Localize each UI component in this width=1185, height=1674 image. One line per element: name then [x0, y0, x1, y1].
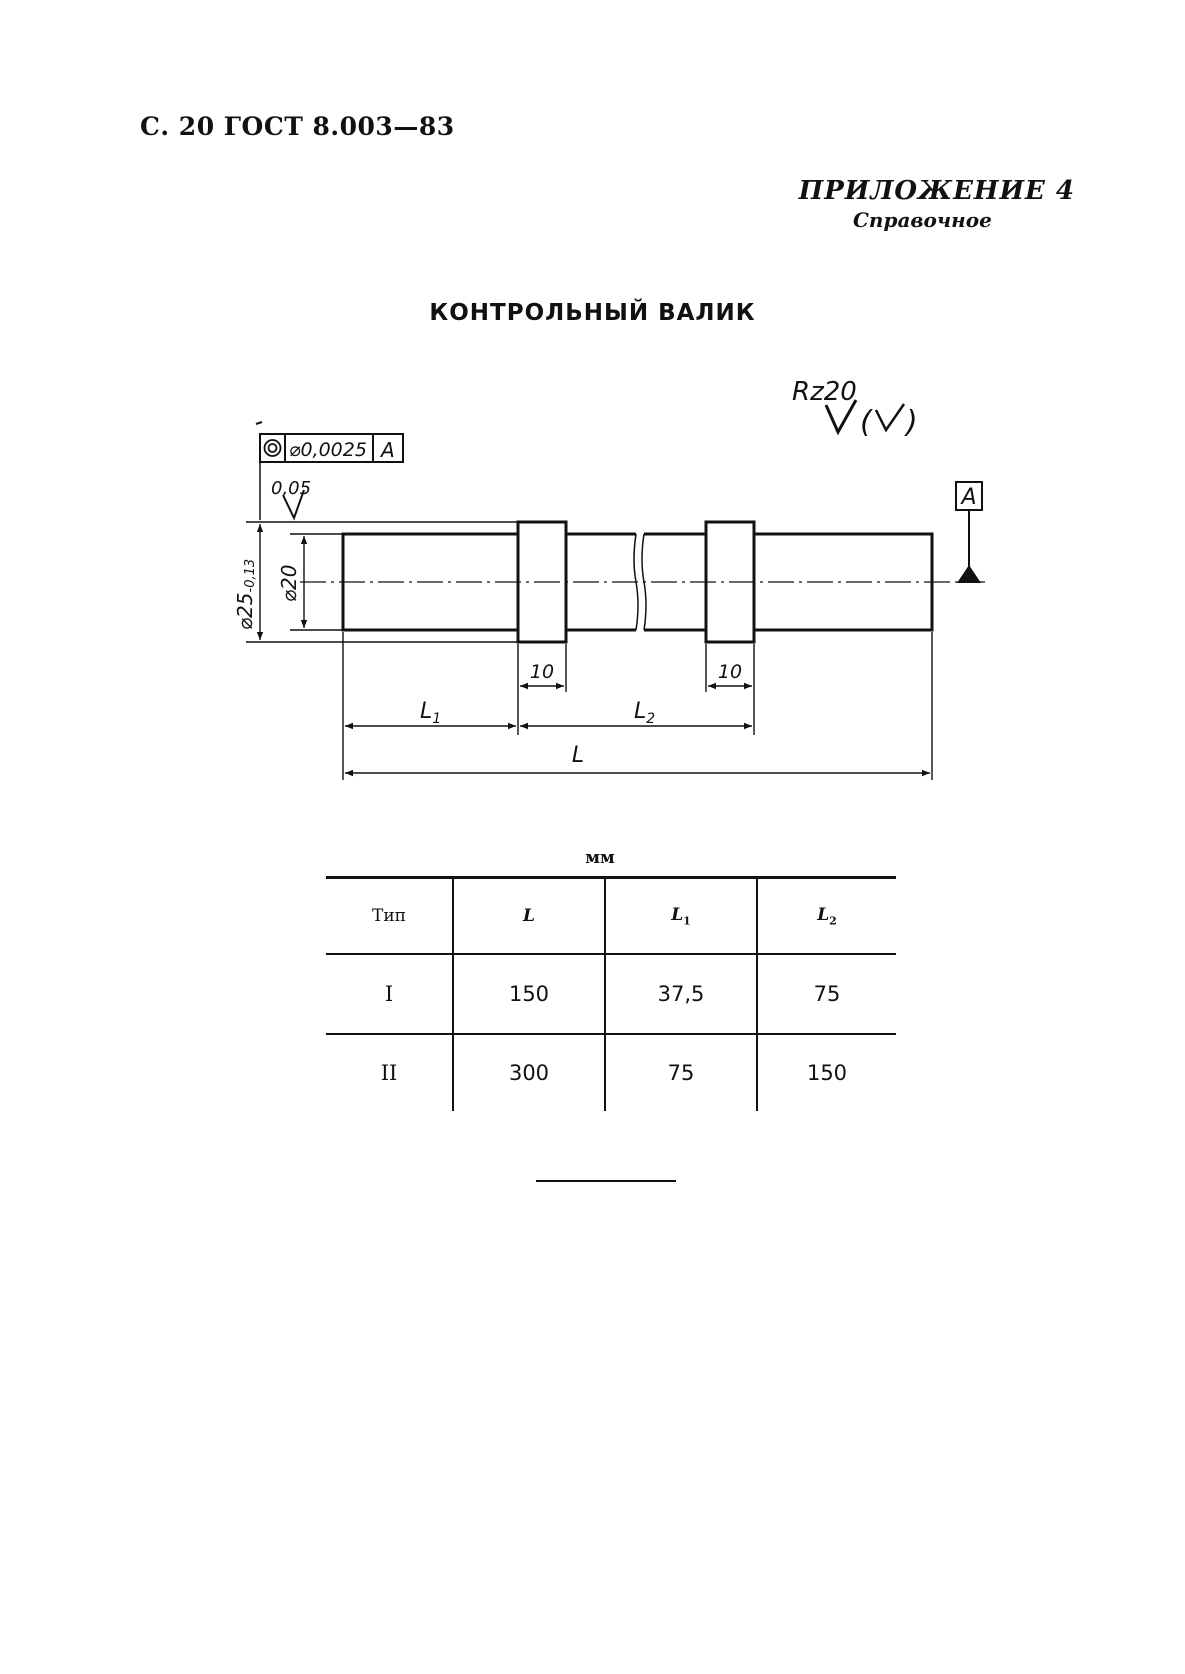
appendix-title: ПРИЛОЖЕНИЕ 4: [798, 176, 1075, 206]
table-unit: мм: [585, 848, 615, 868]
collar-width-label-1: 10: [529, 661, 555, 683]
header-type: Тип: [326, 878, 453, 955]
cell-type: I: [326, 954, 453, 1034]
cell-l: 150: [453, 954, 605, 1034]
cell-l2: 75: [757, 954, 896, 1034]
appendix-subtitle: Справочное: [853, 208, 992, 232]
dim-l2-label: $L_2$: [634, 699, 656, 727]
tolerance-value: ⌀0,0025: [289, 439, 367, 461]
datum-label: A: [961, 485, 977, 510]
table-row: [326, 954, 896, 1034]
dim-l1-label: $L_1$: [420, 699, 442, 727]
dimensions-table: [326, 876, 896, 1111]
page-header: С. 20 ГОСТ 8.003—83: [140, 112, 455, 141]
roughness-label: Rz20: [792, 377, 857, 407]
table-header-row: [326, 878, 896, 955]
roughness-symbol: [792, 377, 918, 440]
cell-l1: 75: [605, 1034, 757, 1111]
table-row: [326, 1034, 896, 1111]
dia-outer-label: ⌀25-0,13: [233, 558, 258, 630]
dia-inner-label: ⌀20: [277, 564, 301, 602]
dia-outer-tolerance: -0,13: [243, 558, 258, 593]
end-rule: [536, 1180, 676, 1182]
cell-l2: 150: [757, 1034, 896, 1111]
cell-l: 300: [453, 1034, 605, 1111]
cell-l1: 37,5: [605, 954, 757, 1034]
tolerance-frame: [256, 422, 403, 520]
technical-drawing: [0, 0, 1185, 820]
tolerance-datum: A: [381, 438, 395, 462]
dim-l-label: L: [571, 743, 585, 768]
concentricity-icon: [265, 440, 281, 456]
cell-type: II: [380, 1061, 398, 1085]
collar-width-label-2: 10: [717, 661, 743, 683]
header-l2: $L_2$: [757, 878, 896, 955]
runout-label: 0,05: [271, 478, 312, 499]
header-l1: $L_1$: [605, 878, 757, 955]
document-title: КОНТРОЛЬНЫЙ ВАЛИК: [429, 300, 756, 326]
datum-marker: [956, 482, 982, 583]
svg-text:): ): [906, 405, 918, 440]
header-l: L: [453, 878, 605, 955]
roughness-general-icon: (: [860, 405, 872, 440]
